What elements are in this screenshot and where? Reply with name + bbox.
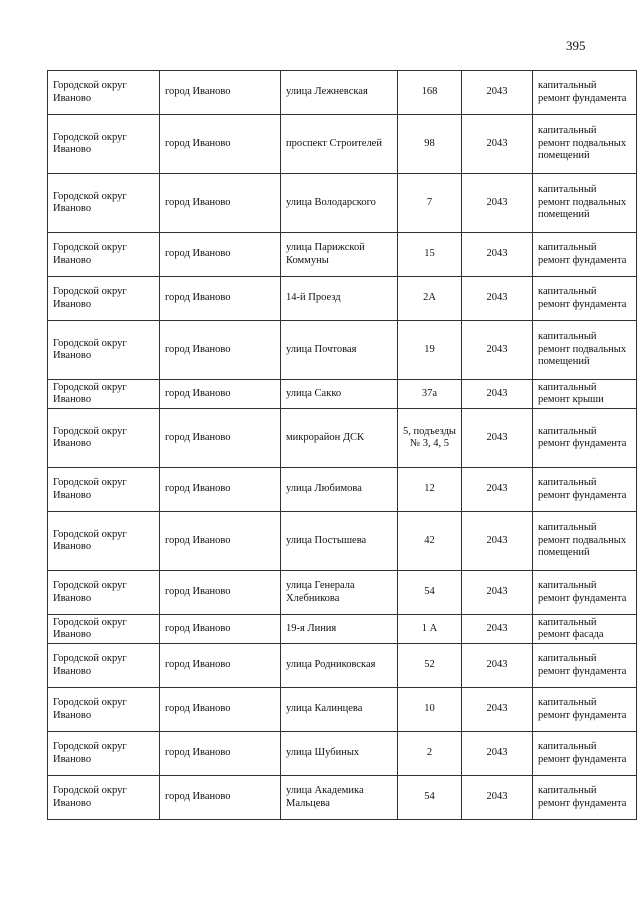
table-row [48, 71, 637, 115]
house-cell: 19 [398, 321, 462, 380]
street-cell: проспект Строителей [281, 115, 398, 174]
house-cell: 52 [398, 644, 462, 688]
table-row [48, 277, 637, 321]
work-cell: капитальный ремонт фундамента [533, 732, 637, 776]
city-cell: город Иваново [160, 615, 281, 644]
year-cell: 2043 [462, 644, 533, 688]
city-cell: город Иваново [160, 174, 281, 233]
street-cell: улица Лежневская [281, 71, 398, 115]
city-cell: город Иваново [160, 380, 281, 409]
street-cell: микрорайон ДСК [281, 409, 398, 468]
year-cell: 2043 [462, 468, 533, 512]
work-cell: капитальный ремонт подвальных помещений [533, 321, 637, 380]
okrug-cell: Городской округ Иваново [48, 71, 160, 115]
house-cell: 7 [398, 174, 462, 233]
work-cell: капитальный ремонт фундамента [533, 233, 637, 277]
work-cell: капитальный ремонт подвальных помещений [533, 512, 637, 571]
house-cell: 10 [398, 688, 462, 732]
work-cell: капитальный ремонт крыши [533, 380, 637, 409]
street-cell: улица Академика Мальцева [281, 776, 398, 820]
work-cell: капитальный ремонт фундамента [533, 644, 637, 688]
table-row [48, 644, 637, 688]
page-number: 395 [566, 38, 586, 53]
work-cell: капитальный ремонт фундамента [533, 688, 637, 732]
work-cell: капитальный ремонт подвальных помещений [533, 115, 637, 174]
table-row [48, 409, 637, 468]
house-cell: 98 [398, 115, 462, 174]
city-cell: город Иваново [160, 321, 281, 380]
work-cell: капитальный ремонт фасада [533, 615, 637, 644]
city-cell: город Иваново [160, 71, 281, 115]
table-row [48, 233, 637, 277]
year-cell: 2043 [462, 321, 533, 380]
work-cell: капитальный ремонт фундамента [533, 409, 637, 468]
house-cell: 37а [398, 380, 462, 409]
table-row [48, 776, 637, 820]
work-cell: капитальный ремонт фундамента [533, 468, 637, 512]
work-cell: капитальный ремонт фундамента [533, 277, 637, 321]
city-cell: город Иваново [160, 409, 281, 468]
street-cell: улица Генерала Хлебникова [281, 571, 398, 615]
table-row [48, 468, 637, 512]
okrug-cell: Городской округ Иваново [48, 409, 160, 468]
city-cell: город Иваново [160, 468, 281, 512]
house-cell: 54 [398, 571, 462, 615]
city-cell: город Иваново [160, 115, 281, 174]
okrug-cell: Городской округ Иваново [48, 615, 160, 644]
table-row [48, 688, 637, 732]
street-cell: улица Калинцева [281, 688, 398, 732]
house-cell: 1 А [398, 615, 462, 644]
okrug-cell: Городской округ Иваново [48, 321, 160, 380]
city-cell: город Иваново [160, 732, 281, 776]
street-cell: улица Постышева [281, 512, 398, 571]
okrug-cell: Городской округ Иваново [48, 732, 160, 776]
year-cell: 2043 [462, 277, 533, 321]
year-cell: 2043 [462, 615, 533, 644]
city-cell: город Иваново [160, 233, 281, 277]
work-cell: капитальный ремонт фундамента [533, 71, 637, 115]
okrug-cell: Городской округ Иваново [48, 776, 160, 820]
okrug-cell: Городской округ Иваново [48, 468, 160, 512]
city-cell: город Иваново [160, 688, 281, 732]
okrug-cell: Городской округ Иваново [48, 644, 160, 688]
city-cell: город Иваново [160, 644, 281, 688]
repair-schedule-table [47, 70, 637, 820]
year-cell: 2043 [462, 571, 533, 615]
house-cell: 15 [398, 233, 462, 277]
street-cell: улица Шубиных [281, 732, 398, 776]
okrug-cell: Городской округ Иваново [48, 688, 160, 732]
year-cell: 2043 [462, 380, 533, 409]
year-cell: 2043 [462, 512, 533, 571]
street-cell: улица Любимова [281, 468, 398, 512]
table-row [48, 732, 637, 776]
work-cell: капитальный ремонт фундамента [533, 776, 637, 820]
street-cell: 19-я Линия [281, 615, 398, 644]
okrug-cell: Городской округ Иваново [48, 174, 160, 233]
table-row [48, 115, 637, 174]
year-cell: 2043 [462, 732, 533, 776]
house-cell: 12 [398, 468, 462, 512]
year-cell: 2043 [462, 776, 533, 820]
table-row [48, 321, 637, 380]
table-row [48, 512, 637, 571]
okrug-cell: Городской округ Иваново [48, 233, 160, 277]
okrug-cell: Городской округ Иваново [48, 277, 160, 321]
street-cell: улица Родниковская [281, 644, 398, 688]
city-cell: город Иваново [160, 512, 281, 571]
house-cell: 2А [398, 277, 462, 321]
city-cell: город Иваново [160, 571, 281, 615]
year-cell: 2043 [462, 71, 533, 115]
okrug-cell: Городской округ Иваново [48, 571, 160, 615]
year-cell: 2043 [462, 688, 533, 732]
year-cell: 2043 [462, 233, 533, 277]
work-cell: капитальный ремонт подвальных помещений [533, 174, 637, 233]
work-cell: капитальный ремонт фундамента [533, 571, 637, 615]
house-cell: 168 [398, 71, 462, 115]
year-cell: 2043 [462, 115, 533, 174]
street-cell: улица Володарского [281, 174, 398, 233]
street-cell: улица Сакко [281, 380, 398, 409]
street-cell: улица Парижской Коммуны [281, 233, 398, 277]
street-cell: 14-й Проезд [281, 277, 398, 321]
house-cell: 42 [398, 512, 462, 571]
house-cell: 5, подъезды № 3, 4, 5 [398, 409, 462, 468]
table-row [48, 571, 637, 615]
table-row [48, 615, 637, 644]
year-cell: 2043 [462, 409, 533, 468]
table-row [48, 174, 637, 233]
okrug-cell: Городской округ Иваново [48, 380, 160, 409]
city-cell: город Иваново [160, 776, 281, 820]
okrug-cell: Городской округ Иваново [48, 115, 160, 174]
table-row [48, 380, 637, 409]
house-cell: 54 [398, 776, 462, 820]
city-cell: город Иваново [160, 277, 281, 321]
year-cell: 2043 [462, 174, 533, 233]
street-cell: улица Почтовая [281, 321, 398, 380]
okrug-cell: Городской округ Иваново [48, 512, 160, 571]
house-cell: 2 [398, 732, 462, 776]
